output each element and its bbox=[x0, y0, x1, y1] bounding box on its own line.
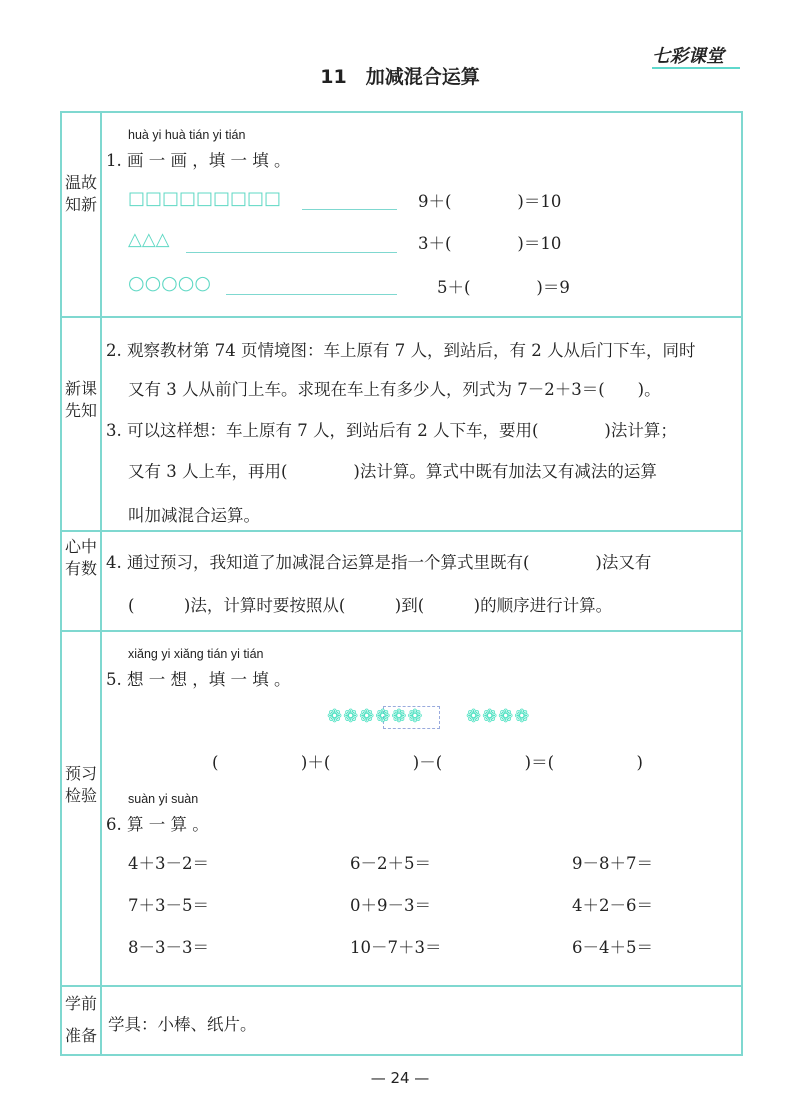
q6-item: 6－4＋5＝ bbox=[572, 938, 653, 957]
row-divider bbox=[60, 316, 741, 318]
section-label-check: 预习检验 bbox=[64, 764, 97, 805]
row-divider bbox=[60, 630, 741, 632]
section-label-prepare: 学前准备 bbox=[64, 994, 97, 1045]
q2-line: 2. 观察教材第 74 页情境图：车上原有 7 人，到站后，有 2 人从后门下车，同时 bbox=[106, 341, 696, 360]
q1-triangles: △△△ bbox=[128, 229, 170, 250]
q6-item: 9－8＋7＝ bbox=[572, 854, 653, 873]
q6-item: 8－3－3＝ bbox=[128, 938, 209, 957]
q3-line: 又有 3 人上车，再用( )法计算。算式中既有加法又有减法的运算 bbox=[128, 462, 657, 481]
section-label-review: 温故知新 bbox=[64, 173, 97, 214]
q1-circles: ○○○○○ bbox=[128, 272, 211, 294]
q1-answer-line[interactable] bbox=[186, 252, 397, 253]
q3-line: 3. 可以这样想：车上原有 7 人，到站后有 2 人下车，要用( )法计算； bbox=[106, 421, 677, 440]
q6-item: 4＋2－6＝ bbox=[572, 896, 653, 915]
logo: 七彩课堂 bbox=[652, 46, 724, 67]
q1-answer-line[interactable] bbox=[226, 294, 397, 295]
page-number: — 24 — bbox=[370, 1069, 430, 1087]
flowers-right: ❁❁❁❁ bbox=[466, 706, 531, 727]
page-title: 11 加减混合运算 bbox=[320, 66, 480, 88]
q3-line: 叫加减混合运算。 bbox=[128, 506, 260, 525]
q6-item: 6－2＋5＝ bbox=[350, 854, 431, 873]
column-divider bbox=[100, 111, 102, 1054]
prep-text: 学具：小棒、纸片。 bbox=[108, 1015, 257, 1034]
q1-pinyin: huà yi huà tián yi tián bbox=[128, 128, 246, 142]
q1-eq: 9＋( )＝10 bbox=[418, 192, 562, 211]
section-label-preview: 新课先知 bbox=[64, 379, 97, 420]
q1-squares: □□□□□□□□□ bbox=[128, 188, 282, 209]
row-divider bbox=[60, 530, 741, 532]
q6-item: 10－7＋3＝ bbox=[350, 938, 442, 957]
q1-eq: 3＋( )＝10 bbox=[418, 234, 562, 253]
q1-answer-line[interactable] bbox=[302, 209, 397, 210]
section-label-understand: 心中有数 bbox=[64, 537, 97, 578]
q6-item: 0＋9－3＝ bbox=[350, 896, 431, 915]
q6-text: 6. 算 一 算 。 bbox=[106, 815, 209, 834]
q4-line: ( )法，计算时要按照从( )到( )的顺序进行计算。 bbox=[128, 596, 613, 615]
q6-item: 4＋3－2＝ bbox=[128, 854, 209, 873]
q5-text: 5. 想 一 想 ，填 一 填 。 bbox=[106, 670, 291, 689]
row-divider bbox=[60, 985, 741, 987]
q2-line: 又有 3 人从前门上车。求现在车上有多少人，列式为 7－2＋3＝( )。 bbox=[128, 380, 661, 399]
q6-item: 7＋3－5＝ bbox=[128, 896, 209, 915]
flowers-left: ❁❁❁❁❁❁ bbox=[327, 706, 424, 727]
q1-eq: 5＋( )＝9 bbox=[437, 278, 570, 297]
q4-line: 4. 通过预习，我知道了加减混合运算是指一个算式里既有( )法又有 bbox=[106, 553, 652, 572]
q6-pinyin: suàn yi suàn bbox=[128, 792, 199, 806]
q5-pinyin: xiǎng yi xiǎng tián yi tián bbox=[128, 647, 264, 661]
q5-equation: ( )＋( )－( )＝( ) bbox=[212, 753, 643, 772]
q1-text: 1. 画 一 画 ，填 一 填 。 bbox=[106, 151, 291, 170]
